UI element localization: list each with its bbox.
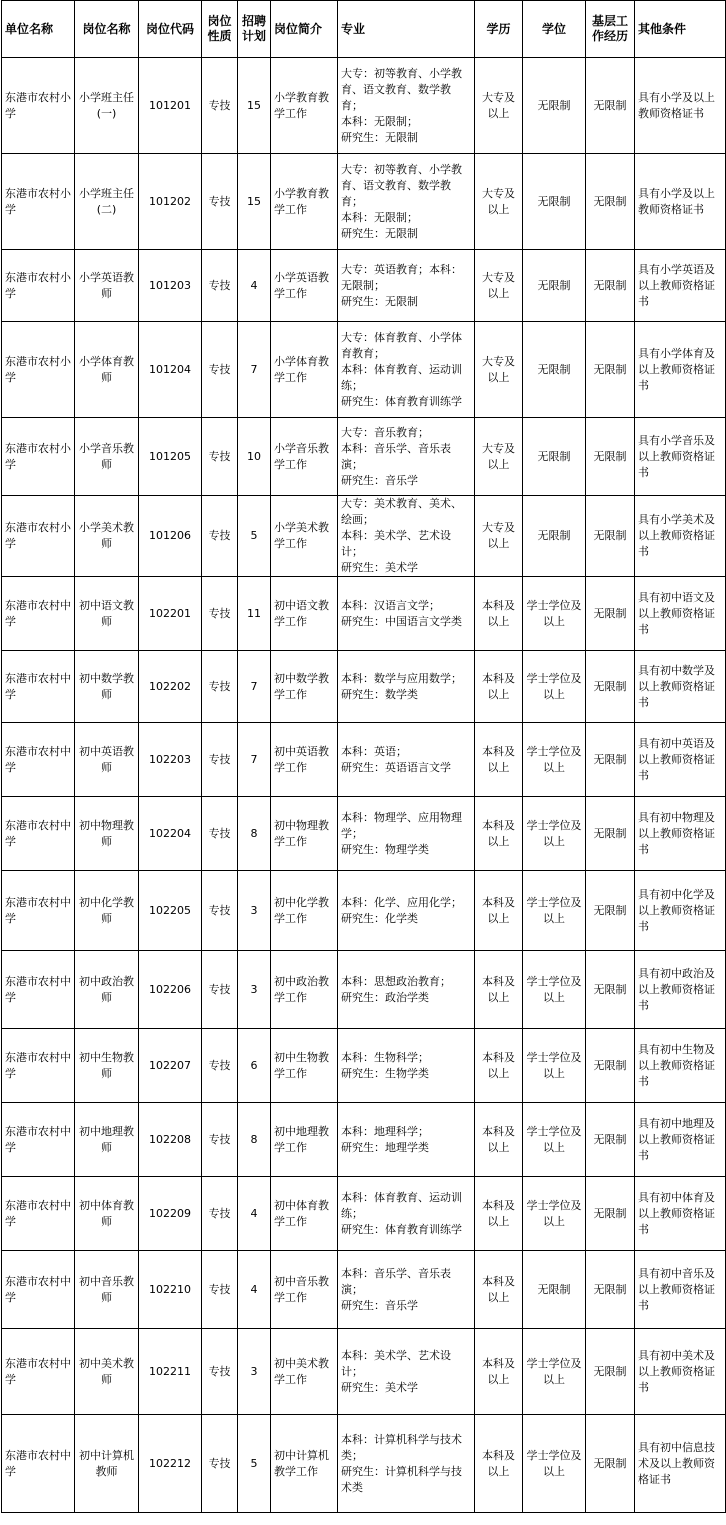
post-nature-cell: 专技 bbox=[202, 577, 238, 651]
post-nature-cell: 专技 bbox=[202, 797, 238, 871]
post-name-cell: 小学美术教师 bbox=[75, 496, 139, 577]
grassroots-experience-cell: 无限制 bbox=[586, 1029, 635, 1103]
major-cell: 本科：音乐学、音乐表演； 研究生：音乐学 bbox=[338, 1251, 475, 1329]
post-intro-cell: 初中美术教学工作 bbox=[271, 1329, 338, 1415]
education-cell: 大专及以上 bbox=[475, 154, 523, 250]
degree-cell: 无限制 bbox=[523, 154, 586, 250]
degree-cell: 无限制 bbox=[523, 418, 586, 496]
header-post-code: 岗位代码 bbox=[139, 1, 202, 58]
recruit-plan-cell: 8 bbox=[238, 797, 271, 871]
post-nature-cell: 专技 bbox=[202, 871, 238, 951]
education-cell: 大专及以上 bbox=[475, 322, 523, 418]
grassroots-experience-cell: 无限制 bbox=[586, 154, 635, 250]
table-row bbox=[2, 496, 726, 577]
degree-cell: 学士学位及以上 bbox=[523, 1029, 586, 1103]
other-conditions-cell: 具有小学音乐及以上教师资格证书 bbox=[635, 418, 726, 496]
major-cell: 本科：计算机科学与技术类； 研究生：计算机科学与技术类 bbox=[338, 1415, 475, 1513]
education-cell: 本科及以上 bbox=[475, 651, 523, 723]
recruit-plan-cell: 8 bbox=[238, 1103, 271, 1177]
degree-cell: 无限制 bbox=[523, 58, 586, 154]
post-intro-cell: 初中音乐教学工作 bbox=[271, 1251, 338, 1329]
other-conditions-cell: 具有初中美术及以上教师资格证书 bbox=[635, 1329, 726, 1415]
post-name-cell: 初中数学教师 bbox=[75, 651, 139, 723]
header-post-nature: 岗位性质 bbox=[202, 1, 238, 58]
major-cell: 本科：思想政治教育； 研究生：政治学类 bbox=[338, 951, 475, 1029]
post-name-cell: 初中英语教师 bbox=[75, 723, 139, 797]
post-code-cell: 102211 bbox=[139, 1329, 202, 1415]
grassroots-experience-cell: 无限制 bbox=[586, 871, 635, 951]
recruit-plan-cell: 10 bbox=[238, 418, 271, 496]
unit-name-cell: 东港市农村小学 bbox=[2, 496, 75, 577]
major-cell: 本科：化学、应用化学； 研究生：化学类 bbox=[338, 871, 475, 951]
major-cell: 本科：汉语言文学； 研究生：中国语言文学类 bbox=[338, 577, 475, 651]
grassroots-experience-cell: 无限制 bbox=[586, 250, 635, 322]
post-intro-cell: 小学体育教学工作 bbox=[271, 322, 338, 418]
table-row bbox=[2, 1415, 726, 1513]
major-cell: 大专：美术教育、美术、绘画； 本科：美术学、艺术设计； 研究生：美术学 bbox=[338, 496, 475, 577]
unit-name-cell: 东港市农村小学 bbox=[2, 154, 75, 250]
grassroots-experience-cell: 无限制 bbox=[586, 651, 635, 723]
education-cell: 大专及以上 bbox=[475, 58, 523, 154]
header-grassroots-experience: 基层工作经历 bbox=[586, 1, 635, 58]
major-cell: 本科：数学与应用数学； 研究生：数学类 bbox=[338, 651, 475, 723]
major-cell: 本科：美术学、艺术设计； 研究生：美术学 bbox=[338, 1329, 475, 1415]
major-cell: 本科：生物科学； 研究生：生物学类 bbox=[338, 1029, 475, 1103]
header-post-name: 岗位名称 bbox=[75, 1, 139, 58]
post-intro-cell: 小学英语教学工作 bbox=[271, 250, 338, 322]
grassroots-experience-cell: 无限制 bbox=[586, 1415, 635, 1513]
post-intro-cell: 小学教育教学工作 bbox=[271, 58, 338, 154]
post-nature-cell: 专技 bbox=[202, 951, 238, 1029]
degree-cell: 学士学位及以上 bbox=[523, 951, 586, 1029]
post-intro-cell: 初中体育教学工作 bbox=[271, 1177, 338, 1251]
other-conditions-cell: 具有初中体育及以上教师资格证书 bbox=[635, 1177, 726, 1251]
unit-name-cell: 东港市农村小学 bbox=[2, 418, 75, 496]
unit-name-cell: 东港市农村中学 bbox=[2, 871, 75, 951]
post-intro-cell: 初中计算机教学工作 bbox=[271, 1415, 338, 1513]
post-code-cell: 102206 bbox=[139, 951, 202, 1029]
post-code-cell: 101201 bbox=[139, 58, 202, 154]
recruit-plan-cell: 15 bbox=[238, 154, 271, 250]
table-row bbox=[2, 322, 726, 418]
other-conditions-cell: 具有初中地理及以上教师资格证书 bbox=[635, 1103, 726, 1177]
post-code-cell: 102208 bbox=[139, 1103, 202, 1177]
recruit-plan-cell: 3 bbox=[238, 1329, 271, 1415]
other-conditions-cell: 具有初中英语及以上教师资格证书 bbox=[635, 723, 726, 797]
degree-cell: 无限制 bbox=[523, 496, 586, 577]
education-cell: 本科及以上 bbox=[475, 871, 523, 951]
recruit-plan-cell: 5 bbox=[238, 1415, 271, 1513]
education-cell: 本科及以上 bbox=[475, 797, 523, 871]
table-body bbox=[2, 58, 726, 1513]
grassroots-experience-cell: 无限制 bbox=[586, 418, 635, 496]
recruit-plan-cell: 3 bbox=[238, 871, 271, 951]
table-row bbox=[2, 418, 726, 496]
post-nature-cell: 专技 bbox=[202, 250, 238, 322]
degree-cell: 学士学位及以上 bbox=[523, 723, 586, 797]
post-nature-cell: 专技 bbox=[202, 651, 238, 723]
other-conditions-cell: 具有小学英语及以上教师资格证书 bbox=[635, 250, 726, 322]
degree-cell: 学士学位及以上 bbox=[523, 577, 586, 651]
degree-cell: 学士学位及以上 bbox=[523, 797, 586, 871]
grassroots-experience-cell: 无限制 bbox=[586, 1329, 635, 1415]
post-code-cell: 102203 bbox=[139, 723, 202, 797]
grassroots-experience-cell: 无限制 bbox=[586, 322, 635, 418]
header-education: 学历 bbox=[475, 1, 523, 58]
post-nature-cell: 专技 bbox=[202, 418, 238, 496]
post-nature-cell: 专技 bbox=[202, 1329, 238, 1415]
unit-name-cell: 东港市农村中学 bbox=[2, 951, 75, 1029]
recruit-plan-cell: 3 bbox=[238, 951, 271, 1029]
unit-name-cell: 东港市农村中学 bbox=[2, 1251, 75, 1329]
post-name-cell: 初中语文教师 bbox=[75, 577, 139, 651]
post-intro-cell: 初中语文教学工作 bbox=[271, 577, 338, 651]
recruit-plan-cell: 7 bbox=[238, 723, 271, 797]
other-conditions-cell: 具有小学及以上教师资格证书 bbox=[635, 58, 726, 154]
header-major: 专业 bbox=[338, 1, 475, 58]
major-cell: 本科：物理学、应用物理学； 研究生：物理学类 bbox=[338, 797, 475, 871]
recruitment-table bbox=[1, 0, 726, 1513]
table-row bbox=[2, 154, 726, 250]
grassroots-experience-cell: 无限制 bbox=[586, 951, 635, 1029]
education-cell: 本科及以上 bbox=[475, 577, 523, 651]
recruit-plan-cell: 15 bbox=[238, 58, 271, 154]
table-row bbox=[2, 951, 726, 1029]
unit-name-cell: 东港市农村中学 bbox=[2, 1329, 75, 1415]
recruit-plan-cell: 4 bbox=[238, 1251, 271, 1329]
education-cell: 大专及以上 bbox=[475, 250, 523, 322]
other-conditions-cell: 具有初中数学及以上教师资格证书 bbox=[635, 651, 726, 723]
recruit-plan-cell: 7 bbox=[238, 651, 271, 723]
post-name-cell: 初中政治教师 bbox=[75, 951, 139, 1029]
post-intro-cell: 小学教育教学工作 bbox=[271, 154, 338, 250]
major-cell: 大专：体育教育、小学体育教育； 本科：体育教育、运动训练； 研究生：体育教育训练学 bbox=[338, 322, 475, 418]
post-nature-cell: 专技 bbox=[202, 58, 238, 154]
grassroots-experience-cell: 无限制 bbox=[586, 1103, 635, 1177]
other-conditions-cell: 具有小学美术及以上教师资格证书 bbox=[635, 496, 726, 577]
degree-cell: 学士学位及以上 bbox=[523, 1415, 586, 1513]
unit-name-cell: 东港市农村中学 bbox=[2, 797, 75, 871]
post-name-cell: 小学班主任(一) bbox=[75, 58, 139, 154]
degree-cell: 学士学位及以上 bbox=[523, 1177, 586, 1251]
post-name-cell: 初中体育教师 bbox=[75, 1177, 139, 1251]
post-code-cell: 102204 bbox=[139, 797, 202, 871]
unit-name-cell: 东港市农村中学 bbox=[2, 1103, 75, 1177]
recruit-plan-cell: 4 bbox=[238, 250, 271, 322]
post-code-cell: 102202 bbox=[139, 651, 202, 723]
major-cell: 大专：初等教育、小学教育、语文教育、数学教育； 本科：无限制； 研究生：无限制 bbox=[338, 58, 475, 154]
post-name-cell: 初中物理教师 bbox=[75, 797, 139, 871]
header-post-intro: 岗位简介 bbox=[271, 1, 338, 58]
post-name-cell: 初中音乐教师 bbox=[75, 1251, 139, 1329]
post-intro-cell: 初中数学教学工作 bbox=[271, 651, 338, 723]
major-cell: 大专：初等教育、小学教育、语文教育、数学教育； 本科：无限制； 研究生：无限制 bbox=[338, 154, 475, 250]
post-nature-cell: 专技 bbox=[202, 322, 238, 418]
unit-name-cell: 东港市农村中学 bbox=[2, 1177, 75, 1251]
header-recruit-plan: 招聘计划 bbox=[238, 1, 271, 58]
post-code-cell: 102201 bbox=[139, 577, 202, 651]
post-code-cell: 102207 bbox=[139, 1029, 202, 1103]
post-intro-cell: 初中英语教学工作 bbox=[271, 723, 338, 797]
unit-name-cell: 东港市农村小学 bbox=[2, 322, 75, 418]
major-cell: 大专：音乐教育； 本科：音乐学、音乐表演； 研究生：音乐学 bbox=[338, 418, 475, 496]
education-cell: 本科及以上 bbox=[475, 1329, 523, 1415]
degree-cell: 学士学位及以上 bbox=[523, 651, 586, 723]
table-row bbox=[2, 797, 726, 871]
other-conditions-cell: 具有小学体育及以上教师资格证书 bbox=[635, 322, 726, 418]
post-name-cell: 小学体育教师 bbox=[75, 322, 139, 418]
post-nature-cell: 专技 bbox=[202, 1177, 238, 1251]
table-row bbox=[2, 723, 726, 797]
unit-name-cell: 东港市农村中学 bbox=[2, 577, 75, 651]
post-name-cell: 初中美术教师 bbox=[75, 1329, 139, 1415]
grassroots-experience-cell: 无限制 bbox=[586, 1251, 635, 1329]
post-name-cell: 小学英语教师 bbox=[75, 250, 139, 322]
degree-cell: 无限制 bbox=[523, 250, 586, 322]
post-nature-cell: 专技 bbox=[202, 496, 238, 577]
recruit-plan-cell: 6 bbox=[238, 1029, 271, 1103]
degree-cell: 无限制 bbox=[523, 1251, 586, 1329]
post-intro-cell: 初中生物教学工作 bbox=[271, 1029, 338, 1103]
education-cell: 本科及以上 bbox=[475, 1103, 523, 1177]
post-intro-cell: 小学美术教学工作 bbox=[271, 496, 338, 577]
education-cell: 本科及以上 bbox=[475, 1415, 523, 1513]
grassroots-experience-cell: 无限制 bbox=[586, 797, 635, 871]
post-intro-cell: 初中政治教学工作 bbox=[271, 951, 338, 1029]
education-cell: 大专及以上 bbox=[475, 496, 523, 577]
grassroots-experience-cell: 无限制 bbox=[586, 577, 635, 651]
table-row bbox=[2, 1177, 726, 1251]
recruit-plan-cell: 7 bbox=[238, 322, 271, 418]
table-row bbox=[2, 1251, 726, 1329]
post-code-cell: 102210 bbox=[139, 1251, 202, 1329]
grassroots-experience-cell: 无限制 bbox=[586, 723, 635, 797]
post-name-cell: 小学音乐教师 bbox=[75, 418, 139, 496]
education-cell: 本科及以上 bbox=[475, 1029, 523, 1103]
post-intro-cell: 初中化学教学工作 bbox=[271, 871, 338, 951]
grassroots-experience-cell: 无限制 bbox=[586, 1177, 635, 1251]
table-row bbox=[2, 651, 726, 723]
post-intro-cell: 小学音乐教学工作 bbox=[271, 418, 338, 496]
degree-cell: 无限制 bbox=[523, 322, 586, 418]
other-conditions-cell: 具有初中生物及以上教师资格证书 bbox=[635, 1029, 726, 1103]
other-conditions-cell: 具有小学及以上教师资格证书 bbox=[635, 154, 726, 250]
header-degree: 学位 bbox=[523, 1, 586, 58]
unit-name-cell: 东港市农村小学 bbox=[2, 58, 75, 154]
post-code-cell: 101206 bbox=[139, 496, 202, 577]
header-other-conditions: 其他条件 bbox=[635, 1, 726, 58]
table-row bbox=[2, 1103, 726, 1177]
other-conditions-cell: 具有初中音乐及以上教师资格证书 bbox=[635, 1251, 726, 1329]
post-nature-cell: 专技 bbox=[202, 154, 238, 250]
unit-name-cell: 东港市农村中学 bbox=[2, 1029, 75, 1103]
post-name-cell: 初中地理教师 bbox=[75, 1103, 139, 1177]
grassroots-experience-cell: 无限制 bbox=[586, 496, 635, 577]
post-code-cell: 101203 bbox=[139, 250, 202, 322]
table-row bbox=[2, 250, 726, 322]
recruit-plan-cell: 5 bbox=[238, 496, 271, 577]
recruit-plan-cell: 4 bbox=[238, 1177, 271, 1251]
degree-cell: 学士学位及以上 bbox=[523, 1329, 586, 1415]
education-cell: 本科及以上 bbox=[475, 951, 523, 1029]
post-nature-cell: 专技 bbox=[202, 1103, 238, 1177]
other-conditions-cell: 具有初中政治及以上教师资格证书 bbox=[635, 951, 726, 1029]
post-code-cell: 102212 bbox=[139, 1415, 202, 1513]
post-nature-cell: 专技 bbox=[202, 1029, 238, 1103]
post-nature-cell: 专技 bbox=[202, 1415, 238, 1513]
major-cell: 本科：英语； 研究生：英语语言文学 bbox=[338, 723, 475, 797]
other-conditions-cell: 具有初中信息技术及以上教师资格证书 bbox=[635, 1415, 726, 1513]
other-conditions-cell: 具有初中语文及以上教师资格证书 bbox=[635, 577, 726, 651]
degree-cell: 学士学位及以上 bbox=[523, 1103, 586, 1177]
post-code-cell: 102209 bbox=[139, 1177, 202, 1251]
education-cell: 大专及以上 bbox=[475, 418, 523, 496]
unit-name-cell: 东港市农村小学 bbox=[2, 250, 75, 322]
major-cell: 本科：体育教育、运动训练； 研究生：体育教育训练学 bbox=[338, 1177, 475, 1251]
header-row bbox=[2, 1, 726, 58]
education-cell: 本科及以上 bbox=[475, 1177, 523, 1251]
major-cell: 大专：英语教育；本科：无限制； 研究生：无限制 bbox=[338, 250, 475, 322]
header-unit-name: 单位名称 bbox=[2, 1, 75, 58]
table-row bbox=[2, 58, 726, 154]
post-code-cell: 101202 bbox=[139, 154, 202, 250]
unit-name-cell: 东港市农村中学 bbox=[2, 651, 75, 723]
post-intro-cell: 初中物理教学工作 bbox=[271, 797, 338, 871]
table-row bbox=[2, 577, 726, 651]
grassroots-experience-cell: 无限制 bbox=[586, 58, 635, 154]
post-name-cell: 初中计算机教师 bbox=[75, 1415, 139, 1513]
post-code-cell: 101205 bbox=[139, 418, 202, 496]
table-row bbox=[2, 1029, 726, 1103]
table-row bbox=[2, 1329, 726, 1415]
other-conditions-cell: 具有初中化学及以上教师资格证书 bbox=[635, 871, 726, 951]
education-cell: 本科及以上 bbox=[475, 1251, 523, 1329]
major-cell: 本科：地理科学； 研究生：地理学类 bbox=[338, 1103, 475, 1177]
recruit-plan-cell: 11 bbox=[238, 577, 271, 651]
post-name-cell: 小学班主任(二) bbox=[75, 154, 139, 250]
table-row bbox=[2, 871, 726, 951]
post-code-cell: 102205 bbox=[139, 871, 202, 951]
unit-name-cell: 东港市农村中学 bbox=[2, 723, 75, 797]
post-nature-cell: 专技 bbox=[202, 1251, 238, 1329]
post-code-cell: 101204 bbox=[139, 322, 202, 418]
post-name-cell: 初中化学教师 bbox=[75, 871, 139, 951]
education-cell: 本科及以上 bbox=[475, 723, 523, 797]
unit-name-cell: 东港市农村中学 bbox=[2, 1415, 75, 1513]
post-intro-cell: 初中地理教学工作 bbox=[271, 1103, 338, 1177]
other-conditions-cell: 具有初中物理及以上教师资格证书 bbox=[635, 797, 726, 871]
post-name-cell: 初中生物教师 bbox=[75, 1029, 139, 1103]
degree-cell: 学士学位及以上 bbox=[523, 871, 586, 951]
post-nature-cell: 专技 bbox=[202, 723, 238, 797]
